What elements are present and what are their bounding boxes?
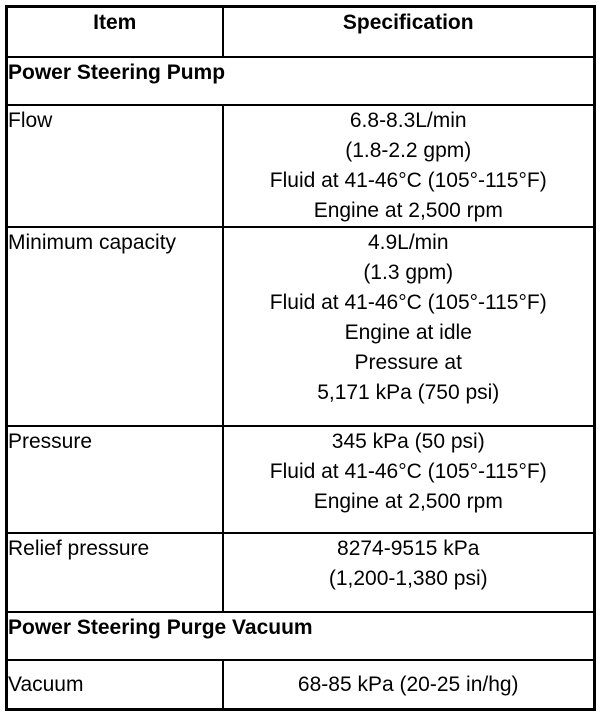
table-row-pressure: [7, 426, 595, 533]
section-header-row: [7, 57, 595, 105]
spec-line: Fluid at 41-46°C (105°-115°F): [269, 169, 547, 192]
item-cell: Flow: [7, 105, 223, 227]
spec-line: (1,200-1,380 psi): [328, 567, 488, 590]
spec-line: Engine at idle: [344, 321, 472, 344]
spec-cell: [223, 426, 595, 533]
item-cell: Minimum capacity: [7, 227, 223, 426]
table-row-relief-pressure: [7, 533, 595, 612]
table-row-vacuum: [7, 660, 595, 710]
item-cell: Pressure: [7, 426, 223, 533]
item-column-header: Item: [7, 7, 223, 58]
section-title-power-steering-pump: Power Steering Pump: [7, 57, 595, 105]
spec-line: 6.8-8.3L/min: [349, 109, 467, 132]
header-row: [7, 7, 595, 58]
spec-line: Engine at 2,500 rpm: [313, 199, 503, 222]
section-title-power-steering-purge-vacuum: Power Steering Purge Vacuum: [7, 612, 595, 660]
spec-line: Pressure at: [354, 351, 462, 374]
item-cell: Relief pressure: [7, 533, 223, 612]
spec-line: 68-85 kPa (20-25 in/hg): [297, 672, 519, 696]
spec-cell: [223, 533, 595, 612]
spec-cell: [223, 227, 595, 426]
spec-line: Engine at 2,500 rpm: [313, 490, 503, 513]
spec-line: Fluid at 41-46°C (105°-115°F): [269, 291, 547, 314]
spec-line: 4.9L/min: [367, 231, 449, 254]
spec-line: Fluid at 41-46°C (105°-115°F): [269, 460, 547, 483]
specification-table: [5, 5, 596, 711]
spec-line: 8274-9515 kPa: [337, 537, 480, 560]
spec-line: 345 kPa (50 psi): [331, 430, 485, 453]
spec-line: (1.3 gpm): [363, 261, 454, 284]
spec-cell: [223, 105, 595, 227]
item-cell: Vacuum: [7, 660, 223, 710]
spec-line: (1.8-2.2 gpm): [345, 139, 472, 162]
spec-line: 5,171 kPa (750 psi): [317, 381, 500, 404]
section-header-row: [7, 612, 595, 660]
spec-cell: [223, 660, 595, 710]
table-row-flow: [7, 105, 595, 227]
table-row-minimum-capacity: [7, 227, 595, 426]
specification-column-header: Specification: [223, 7, 595, 58]
